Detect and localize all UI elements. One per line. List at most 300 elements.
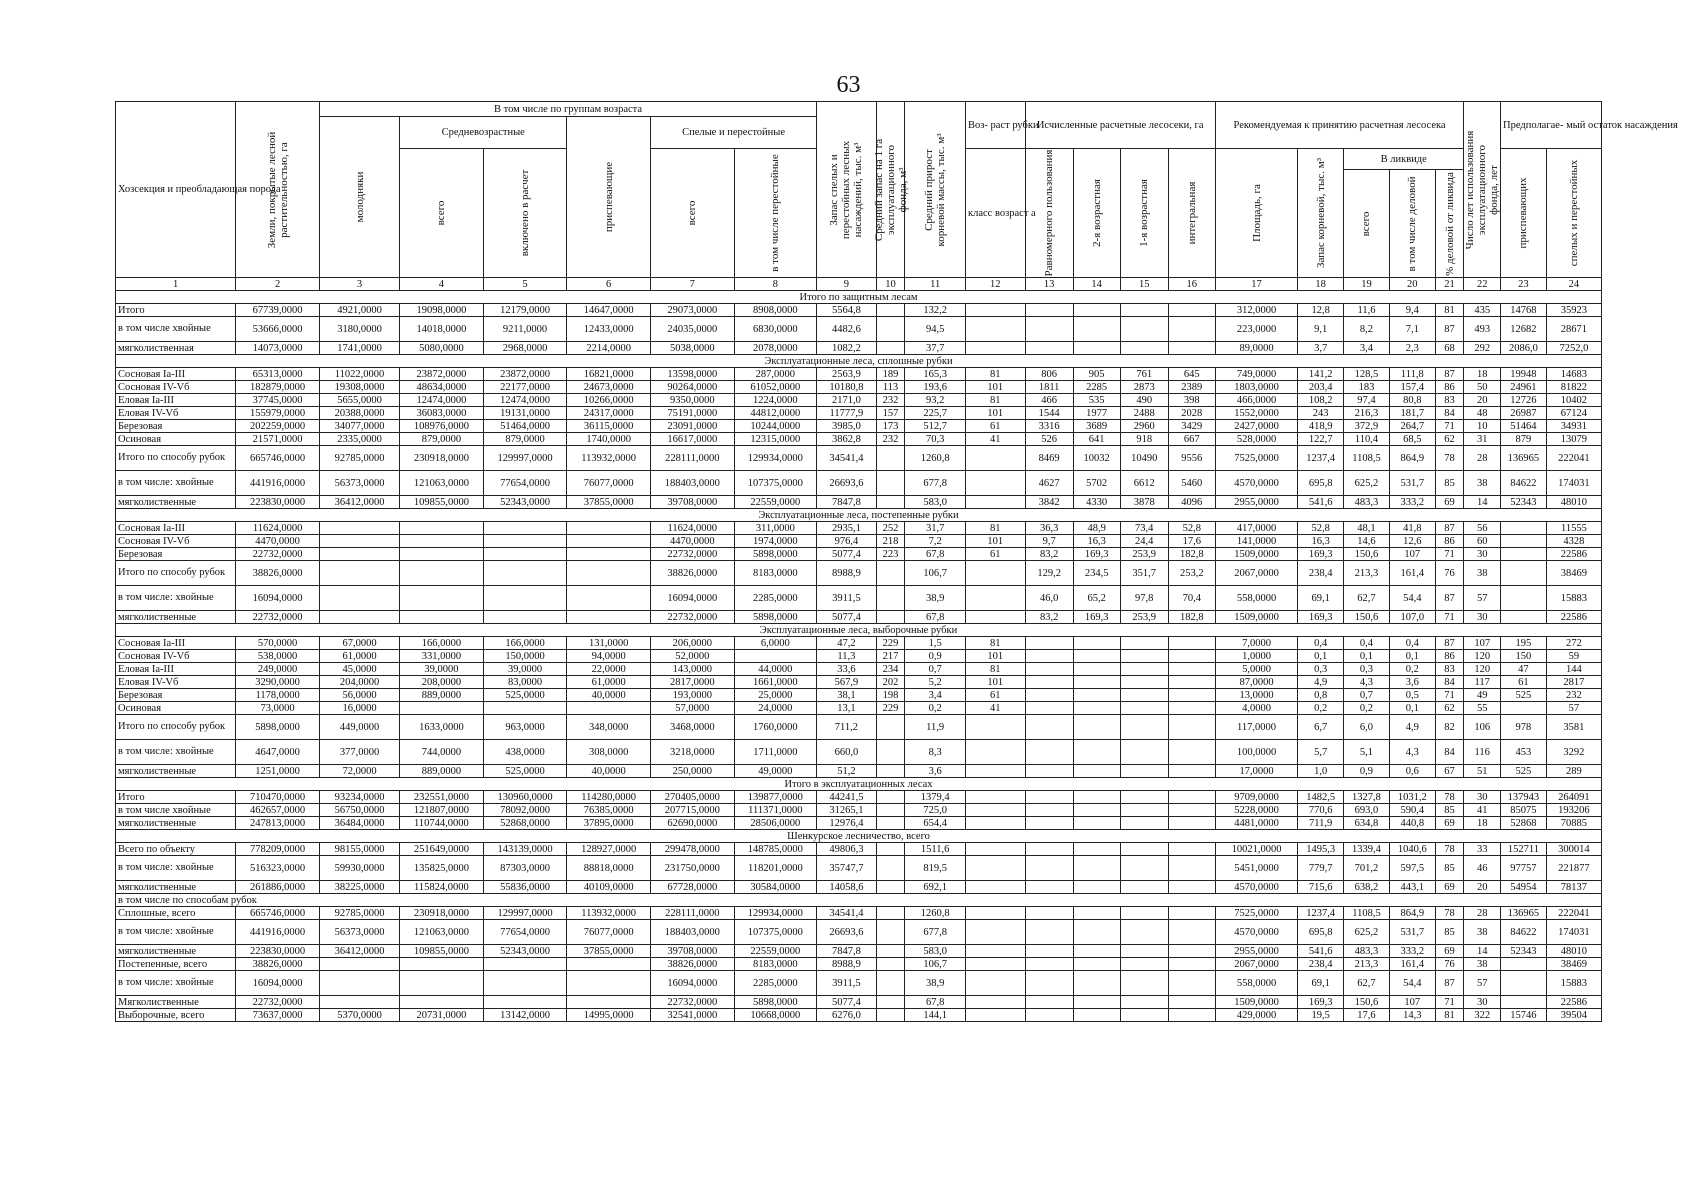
table-cell: 26987 xyxy=(1501,407,1547,420)
table-cell: 22559,0000 xyxy=(734,945,817,958)
table-cell: 715,6 xyxy=(1298,881,1344,894)
table-cell: 87 xyxy=(1435,522,1464,535)
table-cell xyxy=(1501,586,1547,611)
table-cell: 230918,0000 xyxy=(400,907,484,920)
table-cell: 20 xyxy=(1464,881,1501,894)
table-cell: 243 xyxy=(1298,407,1344,420)
table-cell: 46,0 xyxy=(1025,586,1073,611)
table-cell xyxy=(966,471,1026,496)
table-cell xyxy=(400,702,484,715)
column-number: 8 xyxy=(734,278,817,291)
table-cell xyxy=(876,471,905,496)
table-cell: 10402 xyxy=(1546,394,1601,407)
table-cell: 8,2 xyxy=(1344,317,1390,342)
table-cell: 348,0000 xyxy=(567,715,651,740)
table-cell: 169,3 xyxy=(1073,548,1120,561)
table-cell: 12433,0000 xyxy=(567,317,651,342)
table-cell: 1811 xyxy=(1025,381,1073,394)
table-cell: 2285 xyxy=(1073,381,1120,394)
table-cell: 10266,0000 xyxy=(567,394,651,407)
table-cell: 2955,0000 xyxy=(1215,496,1297,509)
table-cell xyxy=(1120,996,1168,1009)
table-cell xyxy=(1073,817,1120,830)
table-cell: 4,9 xyxy=(1389,715,1435,740)
table-cell xyxy=(1025,663,1073,676)
table-cell: 2935,1 xyxy=(817,522,877,535)
table-cell: 7847,8 xyxy=(817,945,877,958)
table-cell: 5451,0000 xyxy=(1215,856,1297,881)
table-cell: 3316 xyxy=(1025,420,1073,433)
table-cell: 49 xyxy=(1464,689,1501,702)
table-cell xyxy=(1073,765,1120,778)
table-cell: 59930,0000 xyxy=(319,856,399,881)
table-cell: 10244,0000 xyxy=(734,420,817,433)
table-cell: 59 xyxy=(1546,650,1601,663)
table-cell: 89,0000 xyxy=(1215,342,1297,355)
table-cell: 24961 xyxy=(1501,381,1547,394)
table-cell: 169,3 xyxy=(1298,611,1344,624)
column-number: 21 xyxy=(1435,278,1464,291)
table-cell: 141,2 xyxy=(1298,368,1344,381)
table-cell xyxy=(1501,535,1547,548)
table-cell: 81 xyxy=(966,368,1026,381)
table-cell: 583,0 xyxy=(905,496,966,509)
table-cell xyxy=(876,304,905,317)
table-cell: 3862,8 xyxy=(817,433,877,446)
header-zapas-kornevoy: Запас корневой, тыс. м³ xyxy=(1298,149,1344,278)
table-cell xyxy=(1120,702,1168,715)
table-cell: 14768 xyxy=(1501,304,1547,317)
table-row xyxy=(116,689,1602,702)
table-cell: 4921,0000 xyxy=(319,304,399,317)
table-cell: 182,8 xyxy=(1168,611,1215,624)
table-cell: 67124 xyxy=(1546,407,1601,420)
table-cell: 695,8 xyxy=(1298,920,1344,945)
table-row xyxy=(116,958,1602,971)
table-cell xyxy=(1168,740,1215,765)
table-cell: 56373,0000 xyxy=(319,471,399,496)
table-cell: 52868 xyxy=(1501,817,1547,830)
header-prispevayushchih: приспевающих xyxy=(1501,149,1547,278)
table-cell xyxy=(319,586,399,611)
table-cell: 38826,0000 xyxy=(650,561,734,586)
column-number: 24 xyxy=(1546,278,1601,291)
row-label: Еловая IV-Vб xyxy=(116,407,236,420)
table-cell: 55836,0000 xyxy=(483,881,567,894)
column-number: 2 xyxy=(236,278,320,291)
table-cell: 24,4 xyxy=(1120,535,1168,548)
table-cell: 188403,0000 xyxy=(650,471,734,496)
table-cell: 864,9 xyxy=(1389,446,1435,471)
table-cell: 213,3 xyxy=(1344,561,1390,586)
table-cell xyxy=(1120,765,1168,778)
table-cell: 100,0000 xyxy=(1215,740,1297,765)
table-row xyxy=(116,317,1602,342)
header-sredniy-zapas: Средний запас на 1 га эксплуатационного фонда, м³ xyxy=(876,102,905,278)
table-cell: 443,1 xyxy=(1389,881,1435,894)
table-cell: 525 xyxy=(1501,765,1547,778)
table-cell xyxy=(1073,304,1120,317)
table-cell: 2427,0000 xyxy=(1215,420,1297,433)
table-cell: 9211,0000 xyxy=(483,317,567,342)
table-cell: 148785,0000 xyxy=(734,843,817,856)
table-cell: 2285,0000 xyxy=(734,586,817,611)
table-cell: 22732,0000 xyxy=(650,548,734,561)
table-cell: 16,0000 xyxy=(319,702,399,715)
table-cell: 645 xyxy=(1168,368,1215,381)
table-cell: 10 xyxy=(1464,420,1501,433)
table-cell: 232 xyxy=(876,394,905,407)
table-cell: 19948 xyxy=(1501,368,1547,381)
row-label: Сосновая IV-Vб xyxy=(116,650,236,663)
table-cell xyxy=(319,535,399,548)
table-cell: 2488 xyxy=(1120,407,1168,420)
table-row xyxy=(116,945,1602,958)
table-cell: 57,0000 xyxy=(650,702,734,715)
table-cell xyxy=(1168,817,1215,830)
table-cell xyxy=(1025,1009,1073,1022)
table-cell: 69,1 xyxy=(1298,971,1344,996)
table-cell: 107375,0000 xyxy=(734,920,817,945)
table-cell xyxy=(1073,637,1120,650)
table-cell: 1509,0000 xyxy=(1215,996,1297,1009)
table-cell xyxy=(1168,650,1215,663)
table-cell: 1,5 xyxy=(905,637,966,650)
table-cell: 531,7 xyxy=(1389,471,1435,496)
section-header-row xyxy=(116,830,1602,843)
table-cell: 76385,0000 xyxy=(567,804,651,817)
table-cell: 20388,0000 xyxy=(319,407,399,420)
table-cell: 52,8 xyxy=(1168,522,1215,535)
table-cell: 22732,0000 xyxy=(236,548,320,561)
table-cell xyxy=(966,945,1026,958)
table-row xyxy=(116,535,1602,548)
table-cell: 107375,0000 xyxy=(734,471,817,496)
table-cell: 28506,0000 xyxy=(734,817,817,830)
table-cell: 2285,0000 xyxy=(734,971,817,996)
table-cell: 29073,0000 xyxy=(650,304,734,317)
table-cell: 9,1 xyxy=(1298,317,1344,342)
table-cell: 120 xyxy=(1464,650,1501,663)
row-label: мягколиственные xyxy=(116,817,236,830)
table-cell: 12474,0000 xyxy=(483,394,567,407)
table-cell: 2078,0000 xyxy=(734,342,817,355)
table-cell: 47,2 xyxy=(817,637,877,650)
table-cell: 94,0000 xyxy=(567,650,651,663)
table-cell: 5,1 xyxy=(1344,740,1390,765)
table-cell: 174031 xyxy=(1546,471,1601,496)
table-cell: 62 xyxy=(1435,433,1464,446)
table-cell xyxy=(400,522,484,535)
table-cell: 14058,6 xyxy=(817,881,877,894)
table-cell: 87303,0000 xyxy=(483,856,567,881)
table-cell: 52343,0000 xyxy=(483,945,567,958)
table-cell: 98155,0000 xyxy=(319,843,399,856)
table-cell: 38469 xyxy=(1546,561,1601,586)
table-cell: 1661,0000 xyxy=(734,676,817,689)
table-cell: 541,6 xyxy=(1298,945,1344,958)
table-cell: 2817 xyxy=(1546,676,1601,689)
table-cell xyxy=(1025,945,1073,958)
table-cell: 15746 xyxy=(1501,1009,1547,1022)
table-row xyxy=(116,548,1602,561)
table-cell xyxy=(1501,971,1547,996)
row-label: Сплошные, всего xyxy=(116,907,236,920)
table-cell: 46 xyxy=(1464,856,1501,881)
table-cell xyxy=(1168,304,1215,317)
table-cell: 2955,0000 xyxy=(1215,945,1297,958)
table-cell: 48634,0000 xyxy=(400,381,484,394)
table-cell: 48,1 xyxy=(1344,522,1390,535)
table-cell: 4328 xyxy=(1546,535,1601,548)
table-cell xyxy=(1073,702,1120,715)
table-cell: 3,6 xyxy=(905,765,966,778)
table-cell: 135825,0000 xyxy=(400,856,484,881)
table-cell: 188403,0000 xyxy=(650,920,734,945)
table-cell: 213,3 xyxy=(1344,958,1390,971)
table-cell: 157 xyxy=(876,407,905,420)
table-cell xyxy=(1501,958,1547,971)
row-label: Еловая IV-Vб xyxy=(116,676,236,689)
table-cell xyxy=(1120,856,1168,881)
table-cell: 38469 xyxy=(1546,958,1601,971)
table-body xyxy=(116,291,1602,1022)
table-cell xyxy=(966,561,1026,586)
table-cell: 223830,0000 xyxy=(236,945,320,958)
table-cell xyxy=(1025,689,1073,702)
table-cell: 1251,0000 xyxy=(236,765,320,778)
column-number: 16 xyxy=(1168,278,1215,291)
table-cell: 7,0000 xyxy=(1215,637,1297,650)
table-cell: 76 xyxy=(1435,958,1464,971)
table-cell xyxy=(400,586,484,611)
table-cell: 466,0000 xyxy=(1215,394,1297,407)
table-cell: 169,3 xyxy=(1298,548,1344,561)
table-cell: 5,7 xyxy=(1298,740,1344,765)
table-row xyxy=(116,740,1602,765)
header-klass-vozrasta: класс возраст а xyxy=(966,149,1026,278)
table-cell xyxy=(966,958,1026,971)
table-cell: 30 xyxy=(1464,548,1501,561)
table-cell: 166,0000 xyxy=(483,637,567,650)
table-cell: 52343,0000 xyxy=(483,496,567,509)
table-cell xyxy=(1120,663,1168,676)
table-cell: 85 xyxy=(1435,471,1464,496)
table-cell xyxy=(400,958,484,971)
table-cell: 38 xyxy=(1464,920,1501,945)
table-cell xyxy=(1120,650,1168,663)
header-ploshchad: Площадь, га xyxy=(1215,149,1297,278)
table-cell: 1260,8 xyxy=(905,907,966,920)
table-cell: 107 xyxy=(1389,548,1435,561)
table-cell: 4627 xyxy=(1025,471,1073,496)
table-cell: 249,0000 xyxy=(236,663,320,676)
table-cell: 28 xyxy=(1464,907,1501,920)
table-cell xyxy=(1168,945,1215,958)
table-cell: 3842 xyxy=(1025,496,1073,509)
table-cell: 129997,0000 xyxy=(483,907,567,920)
table-cell: 5077,4 xyxy=(817,611,877,624)
table-cell xyxy=(1025,715,1073,740)
table-cell: 5,2 xyxy=(905,676,966,689)
table-cell xyxy=(1073,843,1120,856)
table-cell: 22586 xyxy=(1546,548,1601,561)
table-cell xyxy=(876,342,905,355)
subsection-title: в том числе по способам рубок xyxy=(116,894,1602,907)
table-cell: 78 xyxy=(1435,907,1464,920)
table-cell xyxy=(1073,881,1120,894)
column-number: 15 xyxy=(1120,278,1168,291)
table-cell: 333,2 xyxy=(1389,496,1435,509)
table-cell: 73637,0000 xyxy=(236,1009,320,1022)
table-cell: 28671 xyxy=(1546,317,1601,342)
table-cell: 234,5 xyxy=(1073,561,1120,586)
table-cell: 107 xyxy=(1464,637,1501,650)
table-cell: 16094,0000 xyxy=(650,971,734,996)
table-cell xyxy=(567,586,651,611)
table-cell: 129,2 xyxy=(1025,561,1073,586)
table-cell: 40,0000 xyxy=(567,765,651,778)
table-cell: 118201,0000 xyxy=(734,856,817,881)
table-cell: 51464 xyxy=(1501,420,1547,433)
table-cell: 169,3 xyxy=(1073,611,1120,624)
table-cell: 9350,0000 xyxy=(650,394,734,407)
table-cell: 62,7 xyxy=(1344,586,1390,611)
table-cell: 300014 xyxy=(1546,843,1601,856)
table-cell: 67,0000 xyxy=(319,637,399,650)
table-cell: 17,0000 xyxy=(1215,765,1297,778)
table-cell: 32541,0000 xyxy=(650,1009,734,1022)
table-cell xyxy=(966,817,1026,830)
table-cell: 111371,0000 xyxy=(734,804,817,817)
table-cell: 590,4 xyxy=(1389,804,1435,817)
table-cell: 137943 xyxy=(1501,791,1547,804)
table-cell: 71 xyxy=(1435,420,1464,433)
table-cell: 67728,0000 xyxy=(650,881,734,894)
table-row xyxy=(116,522,1602,535)
table-cell: 4570,0000 xyxy=(1215,881,1297,894)
table-cell: 107,0 xyxy=(1389,611,1435,624)
table-cell: 106,7 xyxy=(905,958,966,971)
table-cell: 169,3 xyxy=(1298,996,1344,1009)
table-cell xyxy=(1168,317,1215,342)
table-cell: 57 xyxy=(1546,702,1601,715)
table-cell: 1327,8 xyxy=(1344,791,1390,804)
table-cell: 223 xyxy=(876,548,905,561)
table-cell: 36412,0000 xyxy=(319,496,399,509)
table-cell: 5038,0000 xyxy=(650,342,734,355)
table-cell: 0,2 xyxy=(1389,663,1435,676)
table-cell xyxy=(876,586,905,611)
table-cell: 0,4 xyxy=(1344,637,1390,650)
table-cell: 71 xyxy=(1435,689,1464,702)
table-cell: 4,9 xyxy=(1298,676,1344,689)
table-cell: 129934,0000 xyxy=(734,907,817,920)
table-cell: 4096 xyxy=(1168,496,1215,509)
table-cell: 65313,0000 xyxy=(236,368,320,381)
table-cell xyxy=(1120,958,1168,971)
table-cell: 9556 xyxy=(1168,446,1215,471)
table-cell xyxy=(1073,958,1120,971)
table-cell: 97,8 xyxy=(1120,586,1168,611)
table-cell: 113932,0000 xyxy=(567,446,651,471)
table-cell: 819,5 xyxy=(905,856,966,881)
table-row xyxy=(116,342,1602,355)
table-cell xyxy=(1168,958,1215,971)
table-cell: 41,8 xyxy=(1389,522,1435,535)
table-cell: 23872,0000 xyxy=(400,368,484,381)
table-cell: 5080,0000 xyxy=(400,342,484,355)
table-cell: 4570,0000 xyxy=(1215,471,1297,496)
table-cell: 13598,0000 xyxy=(650,368,734,381)
table-cell xyxy=(876,958,905,971)
table-cell: 435 xyxy=(1464,304,1501,317)
table-cell xyxy=(400,548,484,561)
table-cell: 12726 xyxy=(1501,394,1547,407)
table-cell xyxy=(1025,817,1073,830)
table-cell: 6,0000 xyxy=(734,637,817,650)
table-cell: 228111,0000 xyxy=(650,446,734,471)
table-cell: 5655,0000 xyxy=(319,394,399,407)
table-cell: 56 xyxy=(1464,522,1501,535)
table-cell xyxy=(1073,856,1120,881)
table-cell: 97,4 xyxy=(1344,394,1390,407)
table-cell: 5,0000 xyxy=(1215,663,1297,676)
table-cell xyxy=(1073,920,1120,945)
column-number: 9 xyxy=(817,278,877,291)
table-cell: 39,0000 xyxy=(400,663,484,676)
column-number: 4 xyxy=(400,278,484,291)
table-cell: 3218,0000 xyxy=(650,740,734,765)
table-cell: 56750,0000 xyxy=(319,804,399,817)
table-cell: 26693,6 xyxy=(817,471,877,496)
table-cell: 701,2 xyxy=(1344,856,1390,881)
header-vozrast-rubki: Воз- раст рубки xyxy=(966,102,1026,149)
table-cell: 83,2 xyxy=(1025,611,1073,624)
table-cell: 5702 xyxy=(1073,471,1120,496)
table-cell: 87 xyxy=(1435,368,1464,381)
table-cell: 87 xyxy=(1435,637,1464,650)
table-cell: 0,1 xyxy=(1344,650,1390,663)
table-cell: 418,9 xyxy=(1298,420,1344,433)
table-cell: 7525,0000 xyxy=(1215,446,1297,471)
table-cell: 229 xyxy=(876,637,905,650)
table-cell xyxy=(1025,791,1073,804)
table-cell: 49,0000 xyxy=(734,765,817,778)
table-cell: 83 xyxy=(1435,394,1464,407)
table-cell xyxy=(876,611,905,624)
table-cell xyxy=(876,843,905,856)
table-cell: 12179,0000 xyxy=(483,304,567,317)
header-hozsekciya: Хозсекция и преобладающая порода xyxy=(116,102,236,278)
table-cell xyxy=(1073,907,1120,920)
table-cell: 150,0000 xyxy=(483,650,567,663)
table-cell xyxy=(1120,304,1168,317)
column-number: 1 xyxy=(116,278,236,291)
table-cell: 72,0000 xyxy=(319,765,399,778)
table-cell: 67739,0000 xyxy=(236,304,320,317)
table-cell: 67,8 xyxy=(905,548,966,561)
table-cell xyxy=(1120,804,1168,817)
table-cell: 3878 xyxy=(1120,496,1168,509)
table-cell: 52,0000 xyxy=(650,650,734,663)
table-cell: 30584,0000 xyxy=(734,881,817,894)
table-cell: 24035,0000 xyxy=(650,317,734,342)
table-cell xyxy=(966,1009,1026,1022)
table-cell: 23872,0000 xyxy=(483,368,567,381)
table-cell: 53666,0000 xyxy=(236,317,320,342)
table-cell: 109855,0000 xyxy=(400,496,484,509)
